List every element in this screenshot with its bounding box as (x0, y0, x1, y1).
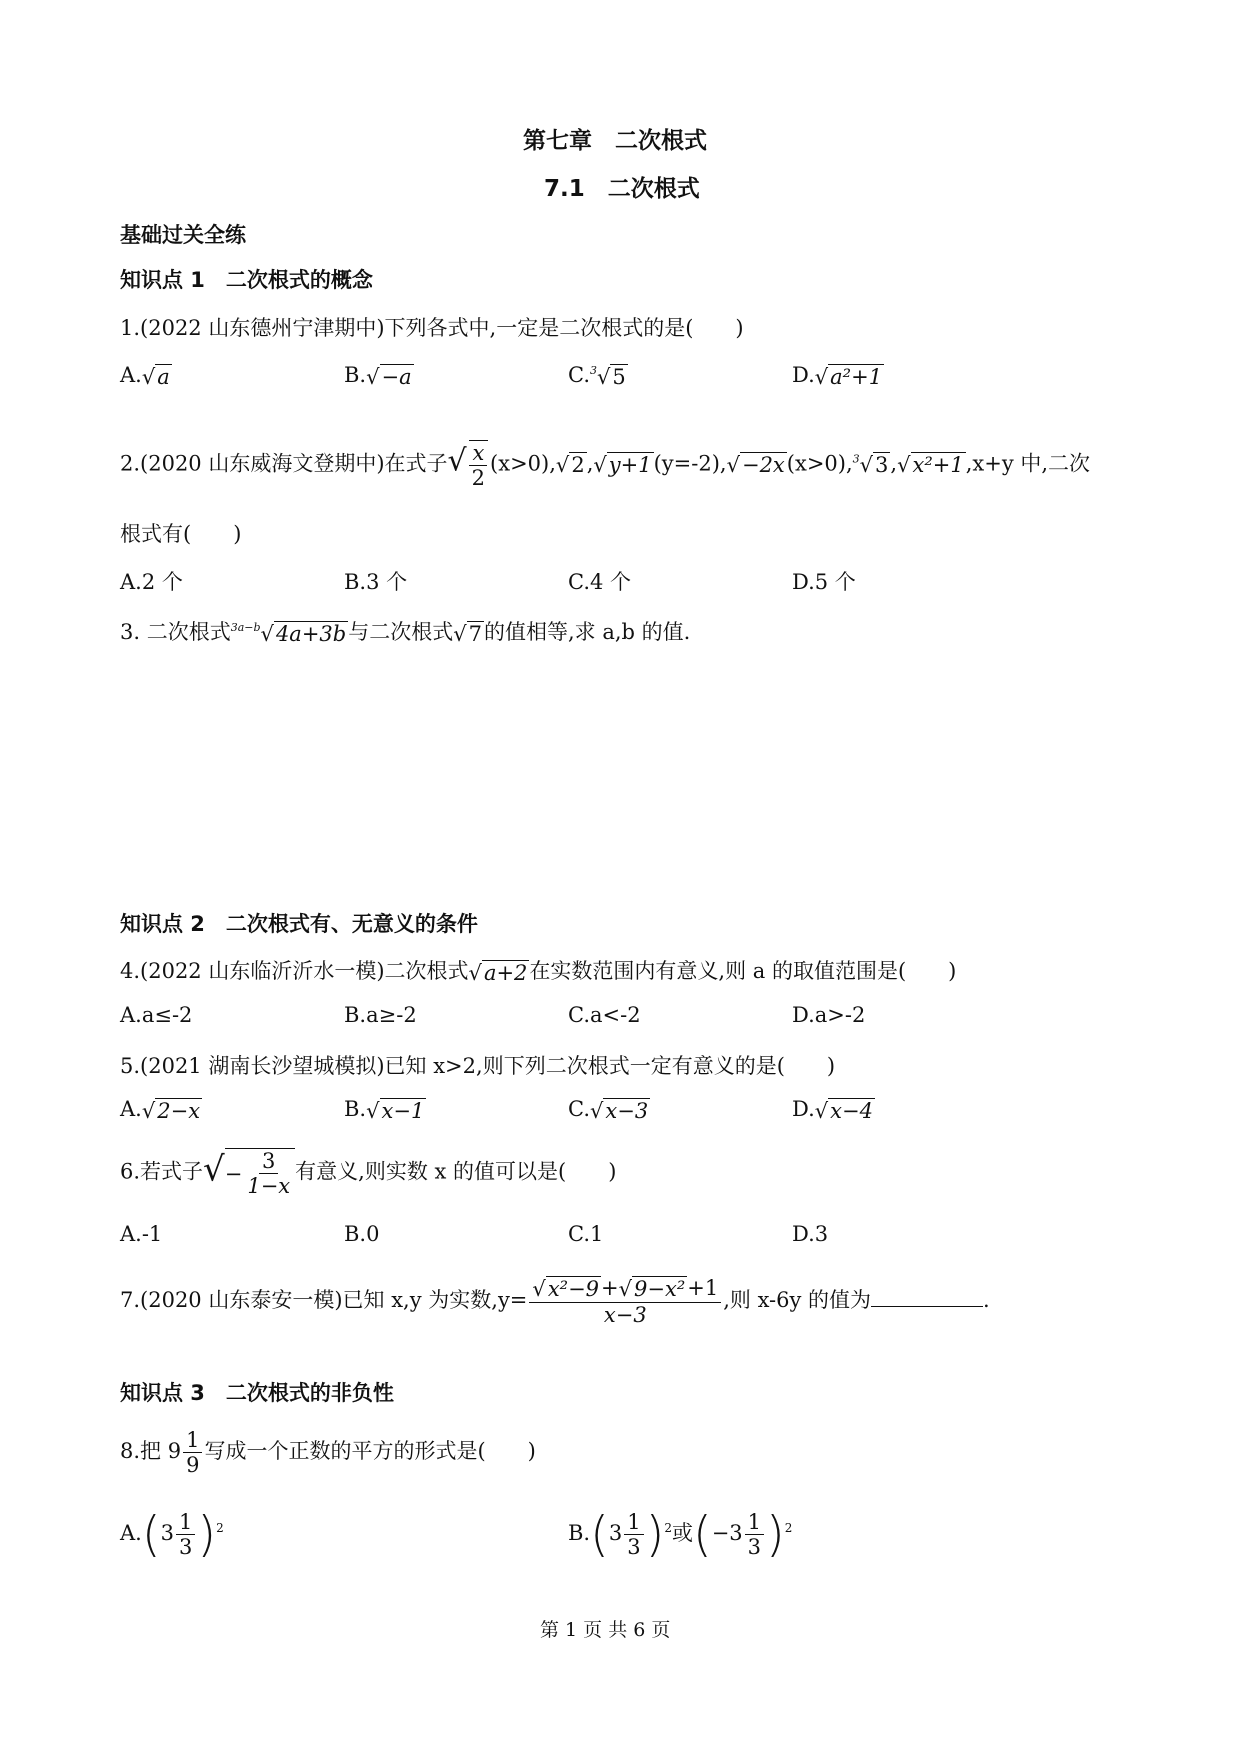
question-1-option-c: C.$^3$√5 (568, 363, 626, 389)
part-title: 基础过关全练 (120, 223, 246, 247)
answer-blank[interactable] (871, 1286, 983, 1307)
question-8-option-b: B.(3 $\frac{1}{3}$ )$^2$或(−3 $\frac{1}{3}$ )$^2$ (568, 1506, 793, 1563)
question-1-option-a: A.√a (120, 363, 170, 389)
question-5-option-d: D.√x−4 (792, 1097, 873, 1123)
question-2-stem-line2: 根式有( ) (120, 522, 242, 546)
question-5-option-a: A.√2−x (120, 1097, 201, 1123)
question-2-stem: 2.(2020 山东威海文登期中)在式子√ $\frac{x}{2}$ (x>0),√2,√y+1(y=-2),√−2x(x>0),$^3$√3,√x²+1,x+y 中,二次 (120, 441, 1091, 491)
question-2-option-b: B.3 个 (344, 570, 408, 594)
knowledge-point-1: 知识点 1 二次根式的概念 (120, 268, 373, 292)
question-1-option-b: B.√−a (344, 363, 412, 389)
question-2-option-c: C.4 个 (568, 570, 632, 594)
question-6-option-b: B.0 (344, 1222, 380, 1246)
question-3-stem: 3. 二次根式$^{3a-b}$√4a+3b与二次根式√7的值相等,求 a,b 的值. (120, 620, 691, 646)
question-4-option-d: D.a>-2 (792, 1003, 866, 1027)
question-7-stem: 7.(2020 山东泰安一模)已知 x,y 为实数,y= $\frac{\text{√x²−9+√9−x²+1}}{x-3}$ ,则 x-6y 的值为 . (120, 1276, 990, 1327)
question-4-option-a: A.a≤-2 (120, 1003, 193, 1027)
question-8-stem: 8.把 9 $\frac{1}{9}$ 写成一个正数的平方的形式是( ) (120, 1428, 536, 1478)
question-1-option-d: D.√a²+1 (792, 363, 883, 389)
question-4-option-c: C.a<-2 (568, 1003, 641, 1027)
question-6-stem: 6.若式子√ − $\frac{3}{1-x}$ 有意义,则实数 x 的值可以是( ) (120, 1149, 617, 1199)
question-2-option-d: D.5 个 (792, 570, 856, 594)
knowledge-point-3: 知识点 3 二次根式的非负性 (120, 1381, 394, 1405)
section-title: 7.1 二次根式 (544, 176, 700, 202)
knowledge-point-2: 知识点 2 二次根式有、无意义的条件 (120, 912, 478, 936)
question-5-option-b: B.√x−1 (344, 1097, 425, 1123)
page-footer: 第 1 页 共 6 页 (540, 1619, 671, 1641)
question-6-option-a: A.-1 (120, 1222, 163, 1246)
chapter-title: 第七章 二次根式 (523, 128, 707, 154)
question-8-option-a: A.(3 $\frac{1}{3}$ )$^2$ (120, 1506, 224, 1563)
question-6-option-c: C.1 (568, 1222, 604, 1246)
question-6-option-d: D.3 (792, 1222, 829, 1246)
question-4-stem: 4.(2022 山东临沂沂水一模)二次根式√a+2在实数范围内有意义,则 a 的取值范围是( ) (120, 959, 957, 985)
question-2-option-a: A.2 个 (120, 570, 183, 594)
question-1-stem: 1.(2022 山东德州宁津期中)下列各式中,一定是二次根式的是( ) (120, 316, 744, 340)
question-5-stem: 5.(2021 湖南长沙望城模拟)已知 x>2,则下列二次根式一定有意义的是( ) (120, 1054, 836, 1078)
question-4-option-b: B.a≥-2 (344, 1003, 417, 1027)
question-5-option-c: C.√x−3 (568, 1097, 649, 1123)
